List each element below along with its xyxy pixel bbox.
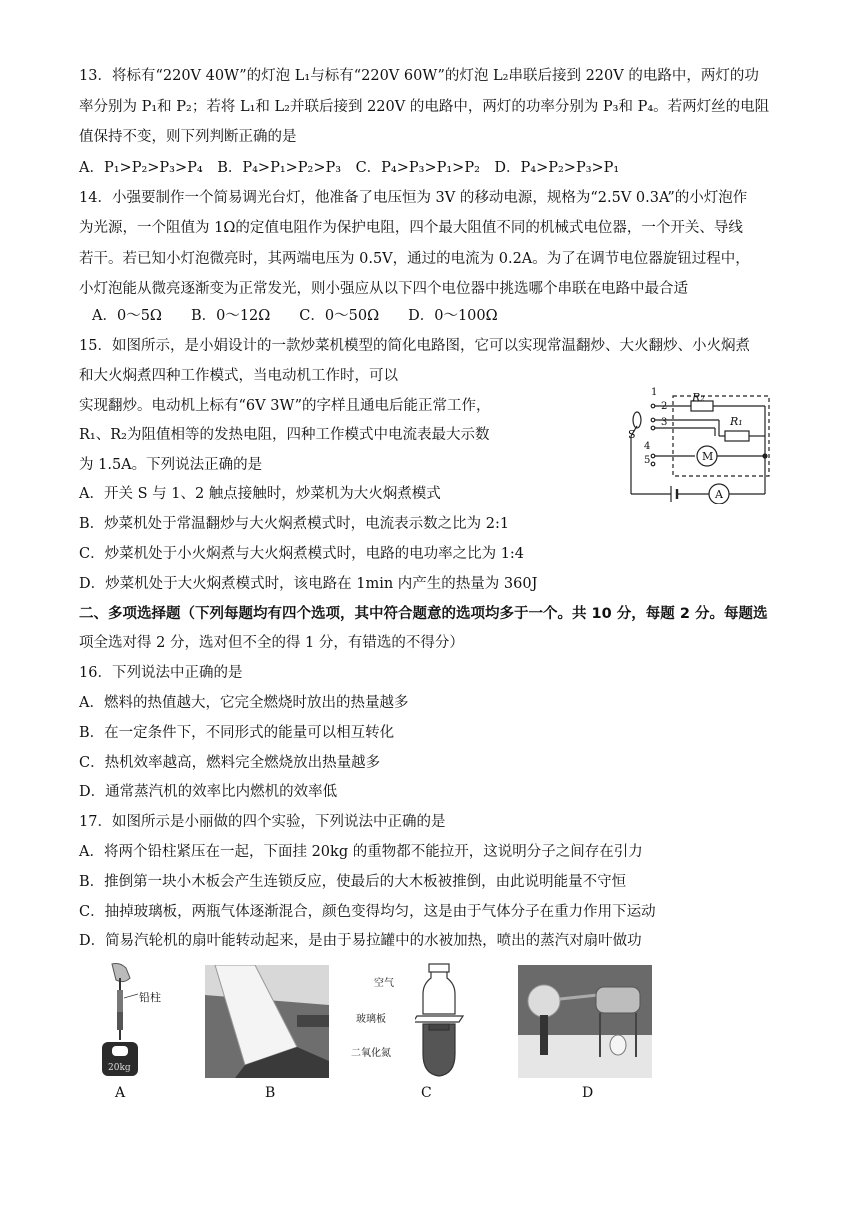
circuit-label-3: 3 — [661, 417, 668, 428]
figure-a-lead-label: 铅柱 — [139, 991, 161, 1004]
section2-text-1: 二、多项选择题（下列每题均有四个选项，其中符合题意的选项均多于一个。共 10 分，每题 2 分。每题选 — [79, 606, 768, 622]
circuit-label-4: 4 — [644, 441, 651, 452]
q15-line-5: 为 1.5A。下列说法正确的是 — [79, 457, 263, 473]
top-bottle-cap — [429, 964, 449, 972]
q17-option-b: B．推倒第一块小木板会产生连锁反应，使最后的大木板被推倒，由此说明能量不守恒 — [79, 874, 627, 890]
figure-c-gas-bottles — [415, 962, 465, 1082]
lead-cylinder-bottom — [117, 1012, 123, 1030]
q14-line-3: 若干。若已知小灯泡微亮时，其两端电压为 0.5V，通过的电流为 0.2A。为了在调节电位器旋钮过程中， — [79, 251, 750, 267]
bottom-bottle — [423, 1024, 455, 1076]
q15-option-b: B．炒菜机处于常温翻炒与大火焖煮模式时，电流表示数之比为 2:1 — [79, 516, 510, 532]
q13-options: A．P₁>P₂>P₃>P₄ B．P₄>P₁>P₂>P₃ C．P₄>P₃>P₁>P₂ D．P₄>P₂>P₃>P₁ — [79, 160, 620, 176]
circuit-label-ammeter: A — [715, 488, 723, 501]
circuit-label-r1: R₁ — [730, 415, 743, 428]
q16-option-c: C．热机效率越高，燃料完全燃烧放出热量越多 — [79, 755, 381, 771]
circuit-label-m: M — [702, 450, 714, 463]
figure-a-weight-label: 20kg — [108, 1063, 131, 1073]
q16-option-b: B．在一定条件下，不同形式的能量可以相互转化 — [79, 725, 395, 741]
q16-option-d: D．通常蒸汽机的效率比内燃机的效率低 — [79, 784, 338, 800]
q14-line-1: 14．小强要制作一个简易调光台灯，他准备了电压恒为 3V 的移动电源，规格为“2.5V 0.3A”的小灯泡作 — [79, 190, 748, 206]
q15-option-a: A．开关 S 与 1、2 触点接触时，炒菜机为大火焖煮模式 — [79, 486, 441, 502]
circuit-label-1: 1 — [651, 387, 658, 398]
q17-option-d: D．简易汽轮机的扇叶能转动起来，是由于易拉罐中的水被加热，喷出的蒸汽对扇叶做功 — [79, 933, 642, 949]
figure-caption-b: B — [265, 1085, 276, 1101]
switch-lever — [633, 412, 641, 428]
q16-stem: 16．下列说法中正确的是 — [79, 665, 243, 681]
alcohol-burner — [610, 1035, 626, 1055]
figure-caption-a: A — [115, 1085, 126, 1101]
q15-line-3: 实现翻炒。电动机上标有“6V 3W”的字样且通电后能正常工作， — [79, 398, 491, 414]
resistor-r1 — [725, 431, 749, 441]
q13-line-1: 13．将标有“220V 40W”的灯泡 L₁与标有“220V 60W”的灯泡 L₂串联后接到 220V 的电路中，两灯的功 — [79, 68, 759, 84]
q15-option-d: D．炒菜机处于大火焖煮模式时，该电路在 1min 内产生的热量为 360J — [79, 576, 538, 592]
q13-line-3: 值保持不变，则下列判断正确的是 — [79, 129, 297, 145]
figure-caption-d: D — [582, 1085, 594, 1101]
circuit-label-s: S — [628, 428, 636, 441]
circuit-label-r2: R₂ — [692, 391, 705, 404]
q14-options: A．0～5Ω B．0～12Ω C．0～50Ω D．0～100Ω — [92, 308, 498, 324]
q14-line-2: 为光源，一个阻值为 1Ω的定值电阻作为保护电阻，四个最大阻值不同的机械式电位器，一个开关、导线 — [79, 220, 743, 236]
fan-blades — [528, 985, 560, 1017]
q17-option-a: A．将两个铅柱紧压在一起，下面挂 20kg 的重物都不能拉开，这说明分子之间存在引力 — [79, 844, 643, 860]
lead-cylinder-top — [117, 990, 123, 1012]
q15-line-4: R₁、R₂为阻值相等的发热电阻，四种工作模式中电流表最大示数 — [79, 427, 490, 443]
circuit-label-5: 5 — [644, 455, 651, 466]
section2-line-2: 项全选对得 2 分，选对但不全的得 1 分，有错选的不得分） — [79, 635, 464, 651]
q14-line-4: 小灯泡能从微亮逐渐变为正常发光，则小强应从以下四个电位器中挑选哪个串联在电路中最合适 — [79, 281, 688, 297]
figure-c-no2-label: 二氧化氮 — [351, 1048, 391, 1059]
q17-stem: 17．如图所示是小丽做的四个实验，下列说法中正确的是 — [79, 814, 446, 830]
glass-plate — [415, 1016, 463, 1022]
figure-c-glass-label: 玻璃板 — [356, 1014, 386, 1025]
figure-d-steam-turbine — [518, 965, 652, 1078]
figure-caption-c: C — [421, 1085, 432, 1101]
q13-line-2: 率分别为 P₁和 P₂；若将 L₁和 L₂并联后接到 220V 的电路中，两灯的功率分别为 P₃和 P₄。若两灯丝的电阻 — [79, 99, 770, 115]
q15-line-2: 和大火焖煮四种工作模式，当电动机工作时，可以 — [79, 368, 398, 384]
q15-line-1: 15．如图所示，是小娟设计的一款炒菜机模型的简化电路图，它可以实现常温翻炒、大火翻炒、小火焖煮 — [79, 338, 750, 354]
circuit-label-2: 2 — [661, 401, 668, 412]
top-bottle — [423, 972, 455, 1014]
q17-option-c: C．抽掉玻璃板，两瓶气体逐渐混合，颜色变得均匀，这是由于气体分子在重力作用下运动 — [79, 904, 656, 920]
q15-option-c: C．炒菜机处于小火焖煮与大火焖煮模式时，电路的电功率之比为 1:4 — [79, 546, 525, 562]
q16-option-a: A．燃料的热值越大，它完全燃烧时放出的热量越多 — [79, 695, 409, 711]
figure-b-dominoes — [205, 965, 329, 1078]
can-boiler — [596, 987, 640, 1013]
section2-line-1 — [79, 604, 767, 624]
figure-c-air-label: 空气 — [374, 978, 394, 989]
fan-stand — [540, 1015, 548, 1055]
